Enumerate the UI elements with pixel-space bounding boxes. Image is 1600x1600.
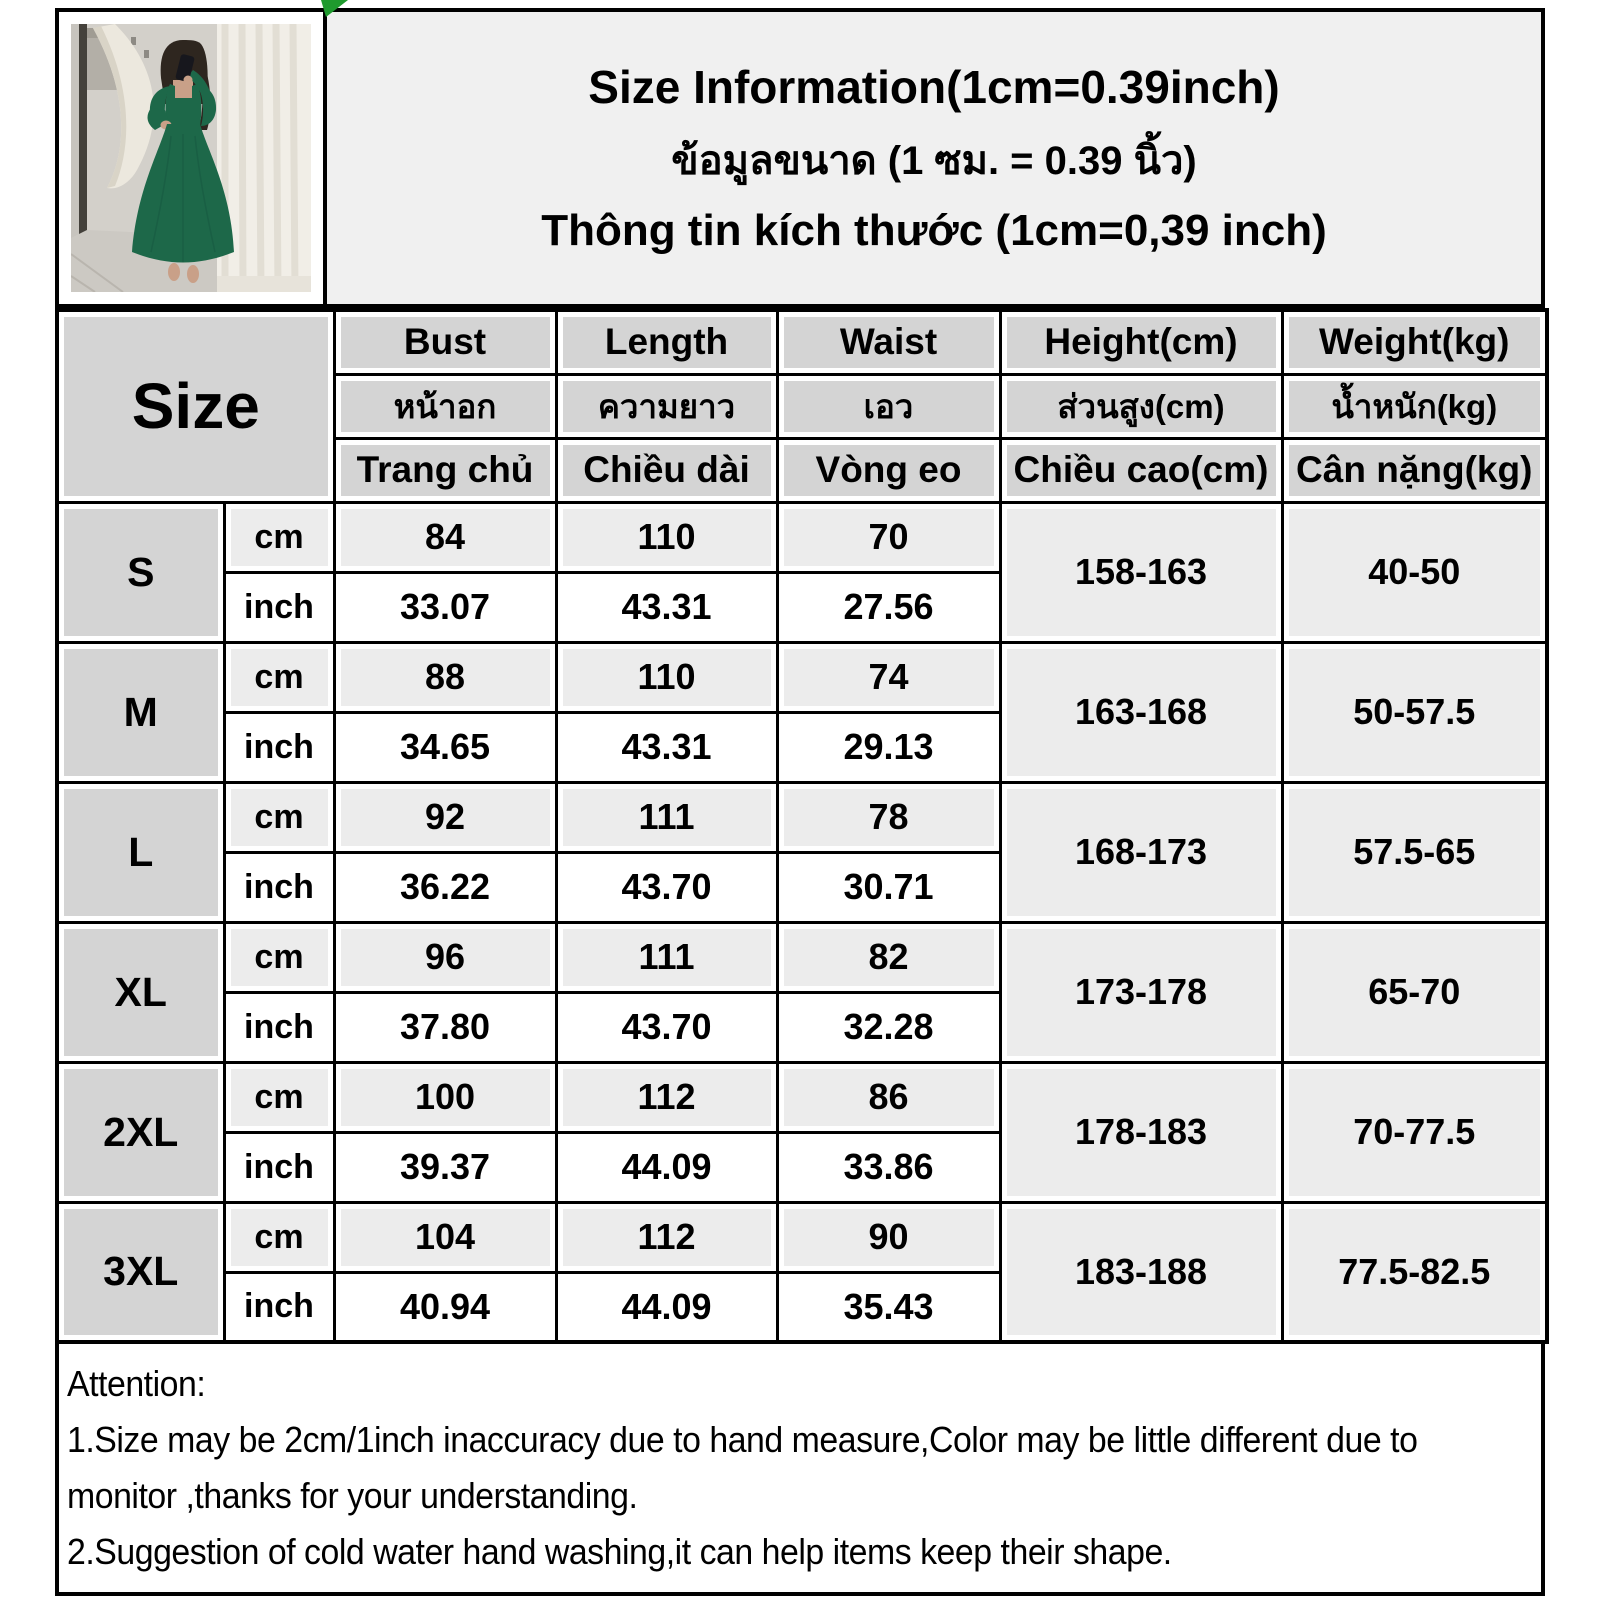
size-chart-table [55,308,1549,1344]
bust-inch-value: 33.07 [334,572,556,642]
unit-label-cm: cm [224,1202,334,1272]
weight-range: 70-77.5 [1282,1062,1547,1202]
col-header-bust-en: Bust [334,310,556,374]
unit-label-inch: inch [224,1132,334,1202]
waist-cm-value: 90 [777,1202,1000,1272]
height-range: 178-183 [1000,1062,1282,1202]
header-row-en [57,310,1547,374]
bust-inch-value: 37.80 [334,992,556,1062]
size-label: XL [57,922,224,1062]
length-inch-value: 44.09 [556,1272,777,1342]
weight-range: 50-57.5 [1282,642,1547,782]
height-range: 163-168 [1000,642,1282,782]
bust-inch-value: 34.65 [334,712,556,782]
corner-marker-icon [321,0,348,17]
col-header-length-en: Length [556,310,777,374]
unit-label-cm: cm [224,922,334,992]
size-info-title-th: ข้อมูลขนาด (1 ซม. = 0.39 นิ้ว) [671,139,1197,183]
attention-line: 1.Size may be 2cm/1inch inaccuracy due to hand measure,Color may be little different due to [67,1419,1418,1460]
product-photo-illustration [71,24,311,292]
attention-line: 2.Suggestion of cold water hand washing,it can help items keep their shape. [67,1531,1172,1572]
bust-cm-value: 92 [334,782,556,852]
size-label: S [57,502,224,642]
size-label: M [57,642,224,782]
col-header-waist-th: เอว [777,374,1000,438]
size-corner-header: Size [57,310,334,502]
attention-text [67,1356,1445,1580]
unit-label-cm: cm [224,1062,334,1132]
waist-inch-value: 27.56 [777,572,1000,642]
attention-heading: Attention: [67,1363,206,1404]
waist-inch-value: 33.86 [777,1132,1000,1202]
top-section [55,8,1545,308]
size-label: 3XL [57,1202,224,1342]
col-header-weight-vi: Cân nặng(kg) [1282,438,1547,502]
size-info-title-vi: Thông tin kích thước (1cm=0,39 inch) [541,206,1327,255]
length-inch-value: 43.70 [556,852,777,922]
length-inch-value: 43.31 [556,712,777,782]
length-cm-value: 111 [556,922,777,992]
waist-cm-value: 86 [777,1062,1000,1132]
waist-inch-value: 30.71 [777,852,1000,922]
length-cm-value: 111 [556,782,777,852]
col-header-bust-vi: Trang chủ [334,438,556,502]
size-row-xl-cm [57,922,1547,992]
col-header-waist-vi: Vòng eo [777,438,1000,502]
bust-cm-value: 96 [334,922,556,992]
size-row-s-cm [57,502,1547,572]
unit-label-inch: inch [224,992,334,1062]
product-photo [55,8,327,308]
waist-inch-value: 35.43 [777,1272,1000,1342]
size-row-3xl-cm [57,1202,1547,1272]
col-header-length-vi: Chiều dài [556,438,777,502]
size-info-panel [327,8,1545,308]
size-row-m-cm [57,642,1547,712]
weight-range: 40-50 [1282,502,1547,642]
length-inch-value: 43.70 [556,992,777,1062]
size-label: 2XL [57,1062,224,1202]
height-range: 168-173 [1000,782,1282,922]
unit-label-inch: inch [224,1272,334,1342]
attention-section [55,1344,1545,1596]
length-cm-value: 112 [556,1062,777,1132]
weight-range: 65-70 [1282,922,1547,1062]
bust-cm-value: 104 [334,1202,556,1272]
col-header-height-th: ส่วนสูง(cm) [1000,374,1282,438]
unit-label-inch: inch [224,852,334,922]
waist-cm-value: 74 [777,642,1000,712]
unit-label-cm: cm [224,502,334,572]
size-row-2xl-cm [57,1062,1547,1132]
size-info-title-en: Size Information(1cm=0.39inch) [588,61,1280,113]
length-cm-value: 110 [556,502,777,572]
bust-inch-value: 36.22 [334,852,556,922]
content-area [55,8,1545,1596]
height-range: 183-188 [1000,1202,1282,1342]
height-range: 158-163 [1000,502,1282,642]
waist-cm-value: 70 [777,502,1000,572]
waist-cm-value: 82 [777,922,1000,992]
bust-cm-value: 88 [334,642,556,712]
length-inch-value: 43.31 [556,572,777,642]
bust-inch-value: 39.37 [334,1132,556,1202]
attention-line: monitor ,thanks for your understanding. [67,1475,638,1516]
bust-inch-value: 40.94 [334,1272,556,1342]
length-inch-value: 44.09 [556,1132,777,1202]
waist-inch-value: 29.13 [777,712,1000,782]
col-header-length-th: ความยาว [556,374,777,438]
col-header-bust-th: หน้าอก [334,374,556,438]
weight-range: 77.5-82.5 [1282,1202,1547,1342]
col-header-waist-en: Waist [777,310,1000,374]
unit-label-inch: inch [224,712,334,782]
unit-label-cm: cm [224,642,334,712]
bust-cm-value: 84 [334,502,556,572]
size-row-l-cm [57,782,1547,852]
waist-cm-value: 78 [777,782,1000,852]
size-label: L [57,782,224,922]
unit-label-cm: cm [224,782,334,852]
unit-label-inch: inch [224,572,334,642]
weight-range: 57.5-65 [1282,782,1547,922]
height-range: 173-178 [1000,922,1282,1062]
waist-inch-value: 32.28 [777,992,1000,1062]
col-header-weight-th: น้ำหนัก(kg) [1282,374,1547,438]
col-header-height-vi: Chiều cao(cm) [1000,438,1282,502]
col-header-weight-en: Weight(kg) [1282,310,1547,374]
length-cm-value: 112 [556,1202,777,1272]
col-header-height-en: Height(cm) [1000,310,1282,374]
bust-cm-value: 100 [334,1062,556,1132]
length-cm-value: 110 [556,642,777,712]
